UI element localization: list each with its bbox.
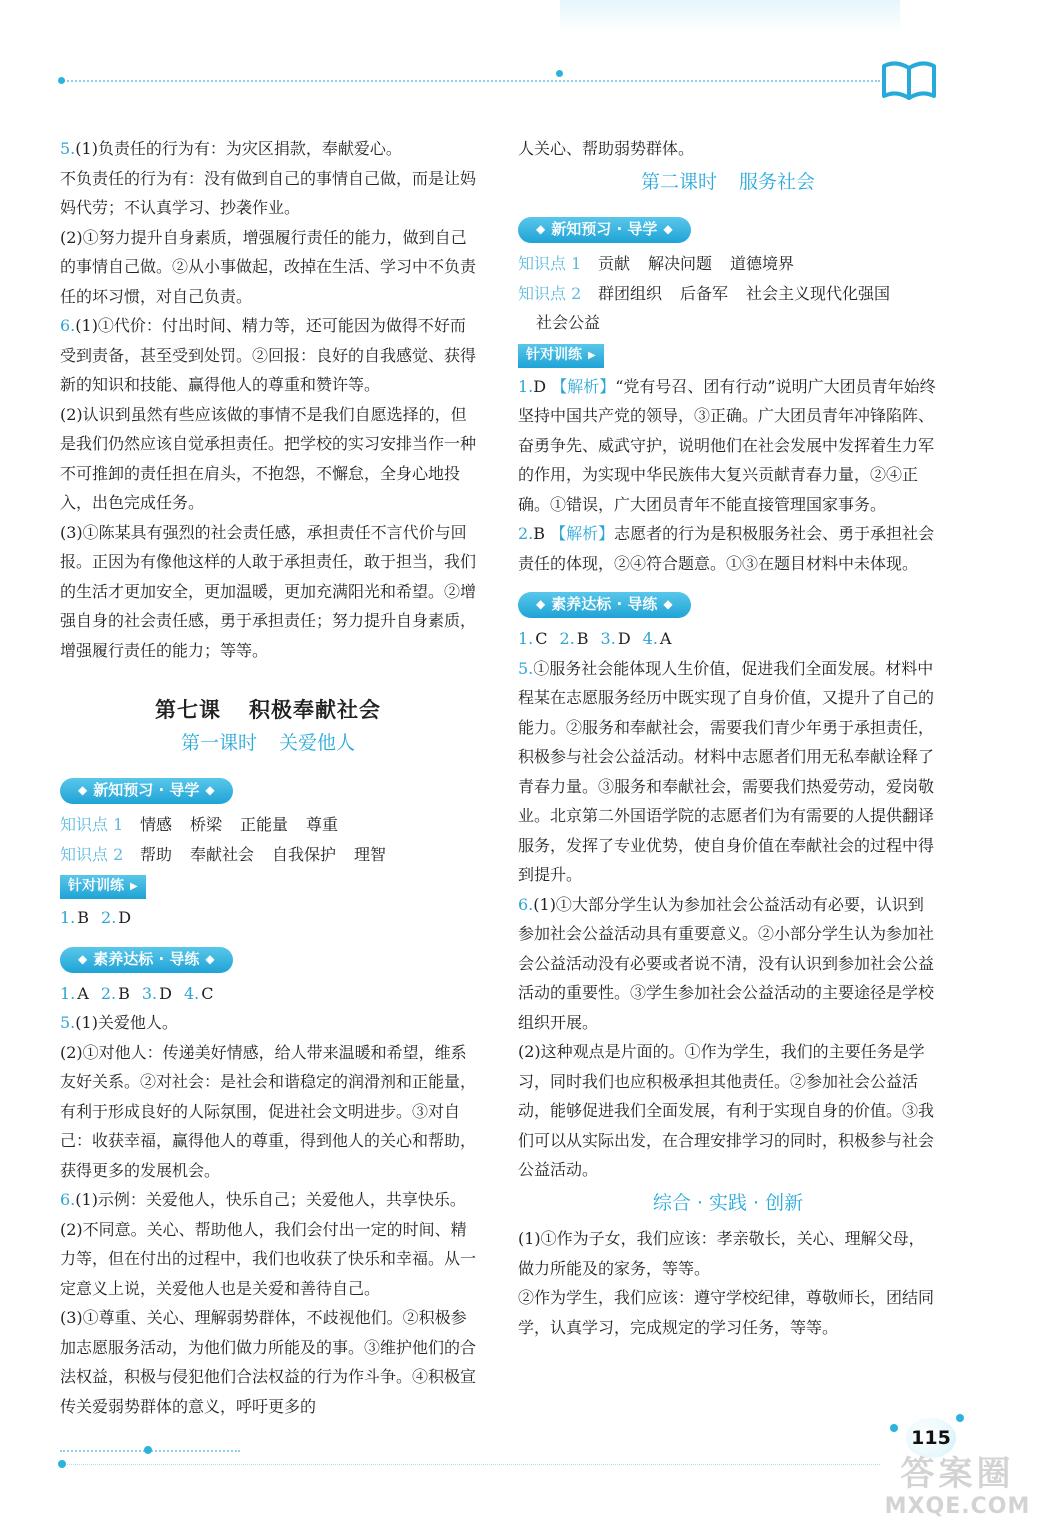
paragraph: (2)这种观点是片面的。①作为学生，我们的主要任务是学习，同时我们也应积极承担其他责任。②参加社会公益活动，能够促进我们全面发展，有利于实现自身的价值。③我们可以从实际出发，在合理安排学习的同时，积极参与社会公益活动。 bbox=[518, 1042, 935, 1179]
period-title: 第二课时 服务社会 bbox=[640, 170, 816, 193]
diamond-icon: ◆ bbox=[536, 597, 546, 612]
paragraph: 5.(1)关爱他人。 bbox=[60, 1013, 178, 1032]
paragraph: 5.①服务社会能体现人生价值，促进我们全面发展。材料中程某在志愿服务经历中既实现了自身价值，又提升了自己的能力。②服务和奉献社会，需要我们青少年勇于承担责任，积极参与社会公益活动。材料中志愿者们用无私奉献诠释了青春力量。③服务和奉献社会，需要我们热爱劳动，爱岗敬业。北京第二外国语学院的志愿者们为有需要的人提供翻译服务，发挥了专业优势，使自身价值在奉献社会的过程中得到提升。 bbox=[518, 658, 935, 884]
paragraph: 6.(1)①大部分学生认为参加社会公益活动有必要，认识到参加社会公益活动具有重要意义。②小部分学生认为参加社会公益活动没有必要或者说不清，没有认识到参加社会公益活动的重要性。③学生参加社会公益活动的主要途径是学校组织开展。 bbox=[518, 894, 935, 1032]
answer-line: 1. B 2. D bbox=[60, 908, 132, 927]
diamond-icon: ◆ bbox=[78, 783, 88, 798]
paragraph: (2)①努力提升自身素质，增强履行责任的能力，做到自己的事情自己做。②从小事做起，改掉在生活、学习中不负责任的坏习惯，对自己负责。 bbox=[60, 227, 477, 306]
period-title: 第一课时 关爱他人 bbox=[180, 731, 356, 754]
paragraph: ②作为学生，我们应该：遵守学校纪律，尊敬师长，团结同学，认真学习，完成规定的学习任务，等等。 bbox=[518, 1288, 935, 1337]
practice-section-label: ◆ 素养达标 · 导练 ◆ bbox=[518, 592, 691, 618]
answer-line: 1. C 2. B 3. D 4. A bbox=[518, 629, 672, 648]
preview-section-label: ◆ 新知预习 · 导学 ◆ bbox=[518, 217, 691, 243]
footer-dot bbox=[144, 1446, 152, 1454]
right-column bbox=[518, 134, 938, 1342]
paragraph: (1)①作为子女，我们应该：孝亲敬长，关心、理解父母，做力所能及的家务，等等。 bbox=[518, 1229, 925, 1278]
paragraph: 6.(1)①代价：付出时间、精力等，还可能因为做得不好而受到责备，甚至受到处罚。②回报：良好的自我感觉、获得新的知识和技能、赢得他人的尊重和赞许等。 bbox=[60, 316, 477, 394]
knowledge-point: 知识点 1 情感 桥梁 正能量 尊重 bbox=[60, 815, 339, 834]
paragraph: 2.B 【解析】志愿者的行为是积极服务社会、勇于承担社会责任的体现，②④符合题意。①③在题目材料中未体现。 bbox=[518, 524, 935, 573]
diamond-icon: ◆ bbox=[205, 951, 215, 966]
page-number: 115 bbox=[906, 1418, 956, 1458]
header-rule bbox=[60, 80, 880, 82]
paragraph: (3)①陈某具有强烈的社会责任感，承担责任不言代价与回报。正因为有像他这样的人敢于承担责任，敢于担当，我们的生活才更加安全，更加温暖，更加充满阳光和希望。②增强自身的社会责任感，勇于承担责任；努力提升自身素质，增强履行责任的能力；等等。 bbox=[60, 522, 477, 660]
preview-section-label: ◆ 新知预习 · 导学 ◆ bbox=[60, 778, 233, 804]
footer-rule bbox=[60, 1464, 880, 1465]
knowledge-point: 知识点 1 贡献 解决问题 道德境界 bbox=[518, 254, 795, 273]
left-column bbox=[60, 134, 476, 1421]
lesson-title: 第七课 积极奉献社会 bbox=[155, 697, 381, 722]
paragraph: 6.(1)示例：关爱他人，快乐自己；关爱他人，共享快乐。 bbox=[60, 1190, 466, 1209]
diamond-icon: ◆ bbox=[205, 783, 215, 798]
header-dot bbox=[58, 77, 65, 84]
knowledge-point: 知识点 2 帮助 奉献社会 自我保护 理智 bbox=[60, 844, 387, 864]
paragraph: (2)认识到虽然有些应该做的事情不是我们自愿选择的，但是我们仍然应该自觉承担责任。把学校的实习安排当作一种不可推卸的责任担在肩头，不抱怨，不懈怠，全身心地投入，出色完成任务。 bbox=[60, 404, 477, 512]
diamond-icon: ◆ bbox=[663, 597, 673, 612]
watermark-logo-text: 答案圈 bbox=[900, 1454, 1015, 1494]
watermark bbox=[870, 1455, 1045, 1521]
watermark-url: MXQE.COM bbox=[884, 1494, 1031, 1519]
answer-line: 1. A 2. B 3. D 4. C bbox=[60, 983, 214, 1003]
diamond-icon: ◆ bbox=[536, 222, 546, 237]
knowledge-point-continued: 社会公益 bbox=[536, 313, 601, 332]
footer-dot bbox=[956, 1414, 964, 1422]
paragraph: (3)①尊重、关心、理解弱势群体，不歧视他们。②积极参加志愿服务活动，为他们做力所能及的事。③维护他们的合法权益，积极与侵犯他们合法权益的行为作斗争。④积极宣传关爱弱势群体的意义，呼吁更多的 bbox=[60, 1308, 477, 1416]
footer-dot bbox=[58, 1460, 66, 1468]
header-dot bbox=[556, 70, 563, 77]
paragraph: 5.(1)负责任的行为有：为灾区捐款，奉献爱心。 bbox=[60, 139, 402, 158]
training-section-label: 针对训练 ▶ bbox=[60, 875, 146, 899]
paragraph: 不负责任的行为有：没有做到自己的事情自己做，而是让妈妈代劳；不认真学习、抄袭作业。 bbox=[60, 168, 477, 217]
triangle-right-icon: ▶ bbox=[588, 349, 596, 361]
knowledge-point: 知识点 2 群团组织 后备军 社会主义现代化强国 bbox=[518, 283, 891, 303]
triangle-right-icon: ▶ bbox=[130, 881, 138, 893]
practice-section-label: ◆ 素养达标 · 导练 ◆ bbox=[60, 947, 233, 973]
paragraph: 人关心、帮助弱势群体。 bbox=[518, 139, 695, 158]
section-title: 综合 · 实践 · 创新 bbox=[652, 1191, 804, 1214]
diamond-icon: ◆ bbox=[78, 951, 88, 966]
footer-dot bbox=[890, 1424, 898, 1432]
header-glow bbox=[560, 0, 900, 34]
paragraph: (2)①对他人：传递美好情感，给人带来温暖和希望，维系友好关系。②对社会：是社会和谐稳定的润滑剂和正能量，有利于形成良好的人际氛围，促进社会文明进步。③对自己：收获幸福，赢得他人的尊重，得到他人的关心和帮助，获得更多的发展机会。 bbox=[60, 1042, 477, 1180]
training-section-label: 针对训练 ▶ bbox=[518, 344, 604, 368]
book-icon bbox=[880, 58, 938, 102]
paragraph: 1.D 【解析】“党有号召、团有行动”说明广大团员青年始终坚持中国共产党的领导，③正确。广大团员青年冲锋陷阵、奋勇争先、威武守护，说明他们在社会发展中发挥着生力军的作用，为实现中华民族伟大复兴贡献青春力量，②④正确。①错误，广大团员青年不能直接管理国家事务。 bbox=[518, 376, 936, 514]
diamond-icon: ◆ bbox=[663, 222, 673, 237]
paragraph: (2)不同意。关心、帮助他人，我们会付出一定的时间、精力等，但在付出的过程中，我们也收获了快乐和幸福。从一定意义上说，关爱他人也是关爱和善待自己。 bbox=[60, 1219, 477, 1298]
